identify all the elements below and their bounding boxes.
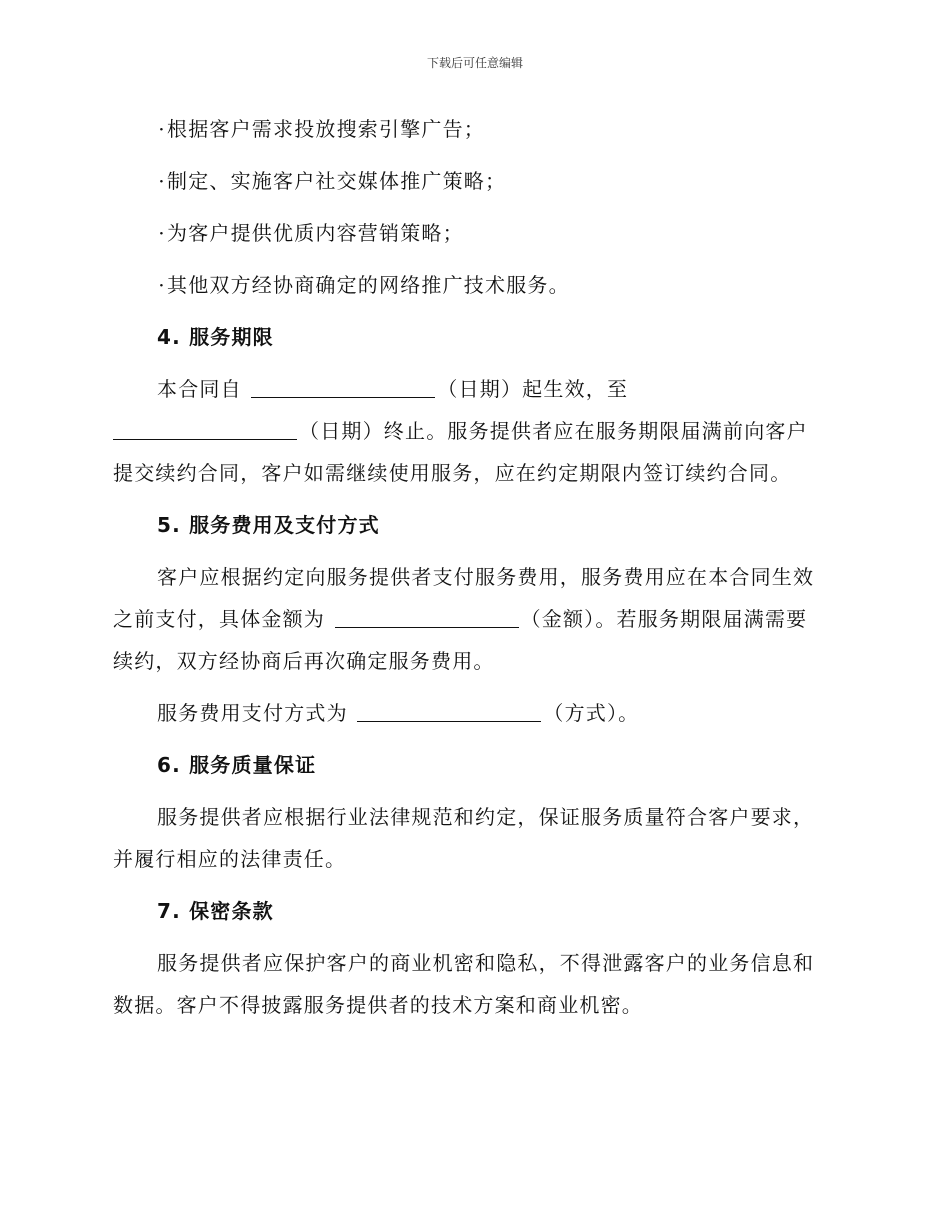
start-date-blank[interactable] — [251, 375, 435, 398]
paragraph-line — [113, 598, 833, 640]
text-fragment: （日期）终止。服务提供者应在服务期限届满前向客户 — [299, 419, 808, 443]
bullet-dot: · — [158, 117, 166, 141]
paragraph-confidentiality — [113, 942, 833, 1026]
paragraph-quality — [113, 796, 833, 880]
header-note: 下载后可任意编辑 — [426, 56, 523, 70]
paragraph-line: 数据。客户不得披露服务提供者的技术方案和商业机密。 — [113, 993, 643, 1017]
text-fragment: （日期）起生效，至 — [437, 377, 629, 401]
paragraph-line — [113, 368, 833, 410]
paragraph-line: 提交续约合同，客户如需继续使用服务，应在约定期限内签订续约合同。 — [113, 461, 792, 485]
section-heading-quality: 6. 服务质量保证 — [157, 753, 317, 777]
bullet-text: 为客户提供优质内容营销策略； — [167, 221, 464, 245]
section-heading-confidentiality: 7. 保密条款 — [157, 899, 274, 923]
text-fragment: （金额）。若服务期限届满需要 — [520, 607, 808, 631]
paragraph-line: 并履行相应的法律责任。 — [113, 847, 347, 871]
text-fragment: 服务费用支付方式为 — [157, 701, 348, 725]
end-date-blank[interactable] — [113, 417, 297, 440]
amount-blank[interactable] — [335, 605, 519, 628]
text-fragment: （方式）。 — [543, 701, 640, 725]
paragraph-line — [113, 410, 833, 452]
bullet-item — [113, 108, 833, 150]
paragraph-line: 服务提供者应根据行业法律规范和约定，保证服务质量符合客户要求， — [157, 805, 815, 829]
bullet-dot: · — [158, 169, 166, 193]
bullet-item — [113, 160, 833, 202]
section-heading-fees: 5. 服务费用及支付方式 — [157, 513, 380, 537]
bullet-text: 其他双方经协商确定的网络推广技术服务。 — [167, 273, 570, 297]
payment-method-blank[interactable] — [357, 699, 541, 722]
bullet-dot: · — [158, 273, 166, 297]
paragraph-line: 续约，双方经协商后再次确定服务费用。 — [113, 649, 495, 673]
bullet-item — [113, 212, 833, 254]
paragraph-fees — [113, 556, 833, 682]
paragraph-line: 客户应根据约定向服务提供者支付服务费用，服务费用应在本合同生效 — [157, 565, 815, 589]
bullet-item — [113, 264, 833, 306]
bullet-text: 根据客户需求投放搜索引擎广告； — [167, 117, 485, 141]
paragraph-line — [113, 692, 833, 734]
bullet-text: 制定、实施客户社交媒体推广策略； — [167, 169, 507, 193]
document-content — [113, 108, 833, 1036]
paragraph-line: 服务提供者应保护客户的商业机密和隐私，不得泄露客户的业务信息和 — [157, 951, 815, 975]
section-heading-term: 4. 服务期限 — [157, 325, 274, 349]
text-fragment: 本合同自 — [157, 377, 242, 401]
paragraph-payment-method — [113, 692, 833, 734]
paragraph-term — [113, 368, 833, 494]
bullet-dot: · — [158, 221, 166, 245]
text-fragment: 之前支付，具体金额为 — [113, 607, 325, 631]
